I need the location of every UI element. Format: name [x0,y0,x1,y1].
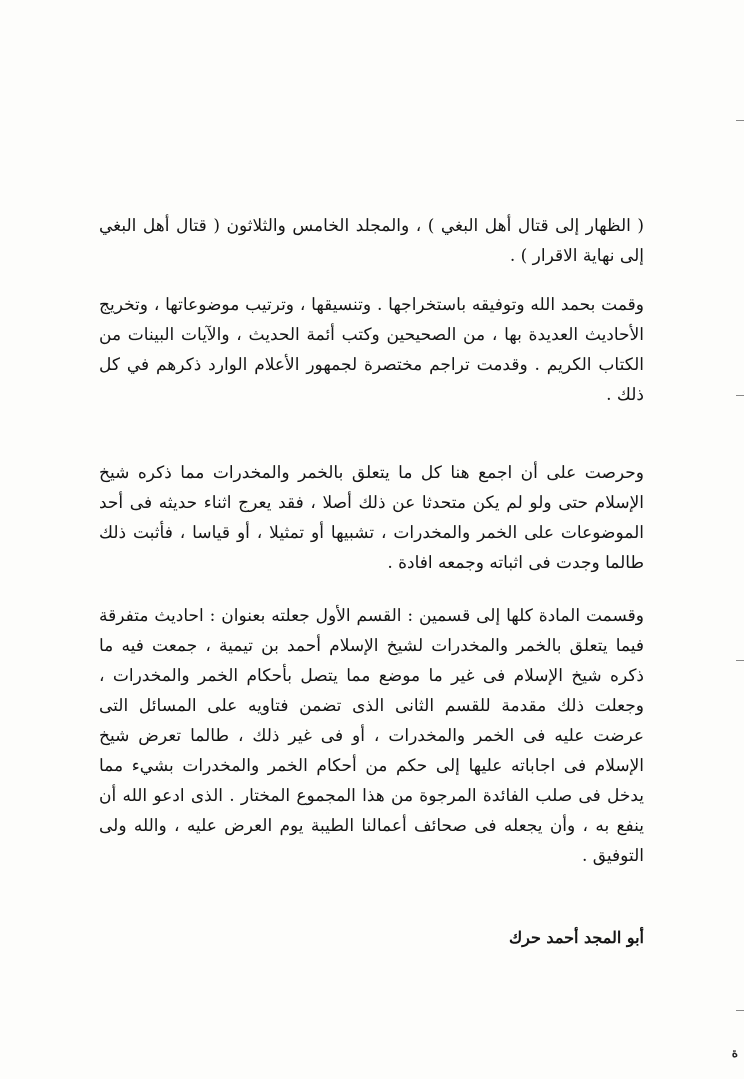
margin-mark [736,120,744,121]
paragraph-text: ( الظهار إلى قتال أهل البغي ) ، والمجلد الخامس والثلاثون ( قتال أهل البغي إلى نهاية الاقرار ) . [99,216,644,266]
paragraph-text: وقمت بحمد الله وتوفيقه باستخراجها . وتنسيقها ، وترتيب موضوعاتها ، وتخريج الأحاديث العديدة بها ، من الصحيحين وكتب أئمة الحديث ، والآيات البينات من الكتاب الكريم . وقدمت تراجم مختصرة لجمهور الأعلام الوارد ذكرهم في كل ذلك . [99,295,644,405]
page-number: ة [731,1046,738,1060]
margin-mark [736,395,744,396]
method-paragraph [99,290,644,410]
intro-continuation-paragraph [99,211,644,271]
division-paragraph [99,601,644,871]
paragraph-text: وحرصت على أن اجمع هنا كل ما يتعلق بالخمر والمخدرات مما ذكره شيخ الإسلام حتى ولو لم يكن متحدثا عن ذلك أصلا ، فقد يعرج اثناء حديثه فى أحد الموضوعات على الخمر والمخدرات ، تشبيها أو تمثيلا ، أو قياسا ، فأثبت ذلك طالما وجدت فى اثباته وجمعه افادة . [99,463,644,573]
author-signature: أبو المجد أحمد حرك [508,928,644,947]
margin-mark [736,660,744,661]
paragraph-text: وقسمت المادة كلها إلى قسمين : القسم الأول جعلته بعنوان : احاديث متفرقة فيما يتعلق بالخمر والمخدرات لشيخ الإسلام أحمد بن تيمية ، جمعت فيه ما ذكره شيخ الإسلام فى غير ما موضع مما يتصل بأحكام الخمر والمخدرات ، وجعلت ذلك مقدمة للقسم الثانى الذى تضمن فتاويه على المسائل التى عرضت عليه فى الخمر والمخدرات ، أو فى غير ذلك ، طالما تعرض شيخ الإسلام فى اجاباته عليها إلى حكم من أحكام الخمر والمخدرات بشيء مما يدخل فى صلب الفائدة المرجوة من هذا المجموع المختار . الذى ادعو الله أن ينفع به ، وأن يجعله فى صحائف أعمالنا الطيبة يوم العرض عليه ، والله ولى التوفيق . [99,606,644,866]
scope-paragraph [99,458,644,578]
margin-mark [736,1010,744,1011]
